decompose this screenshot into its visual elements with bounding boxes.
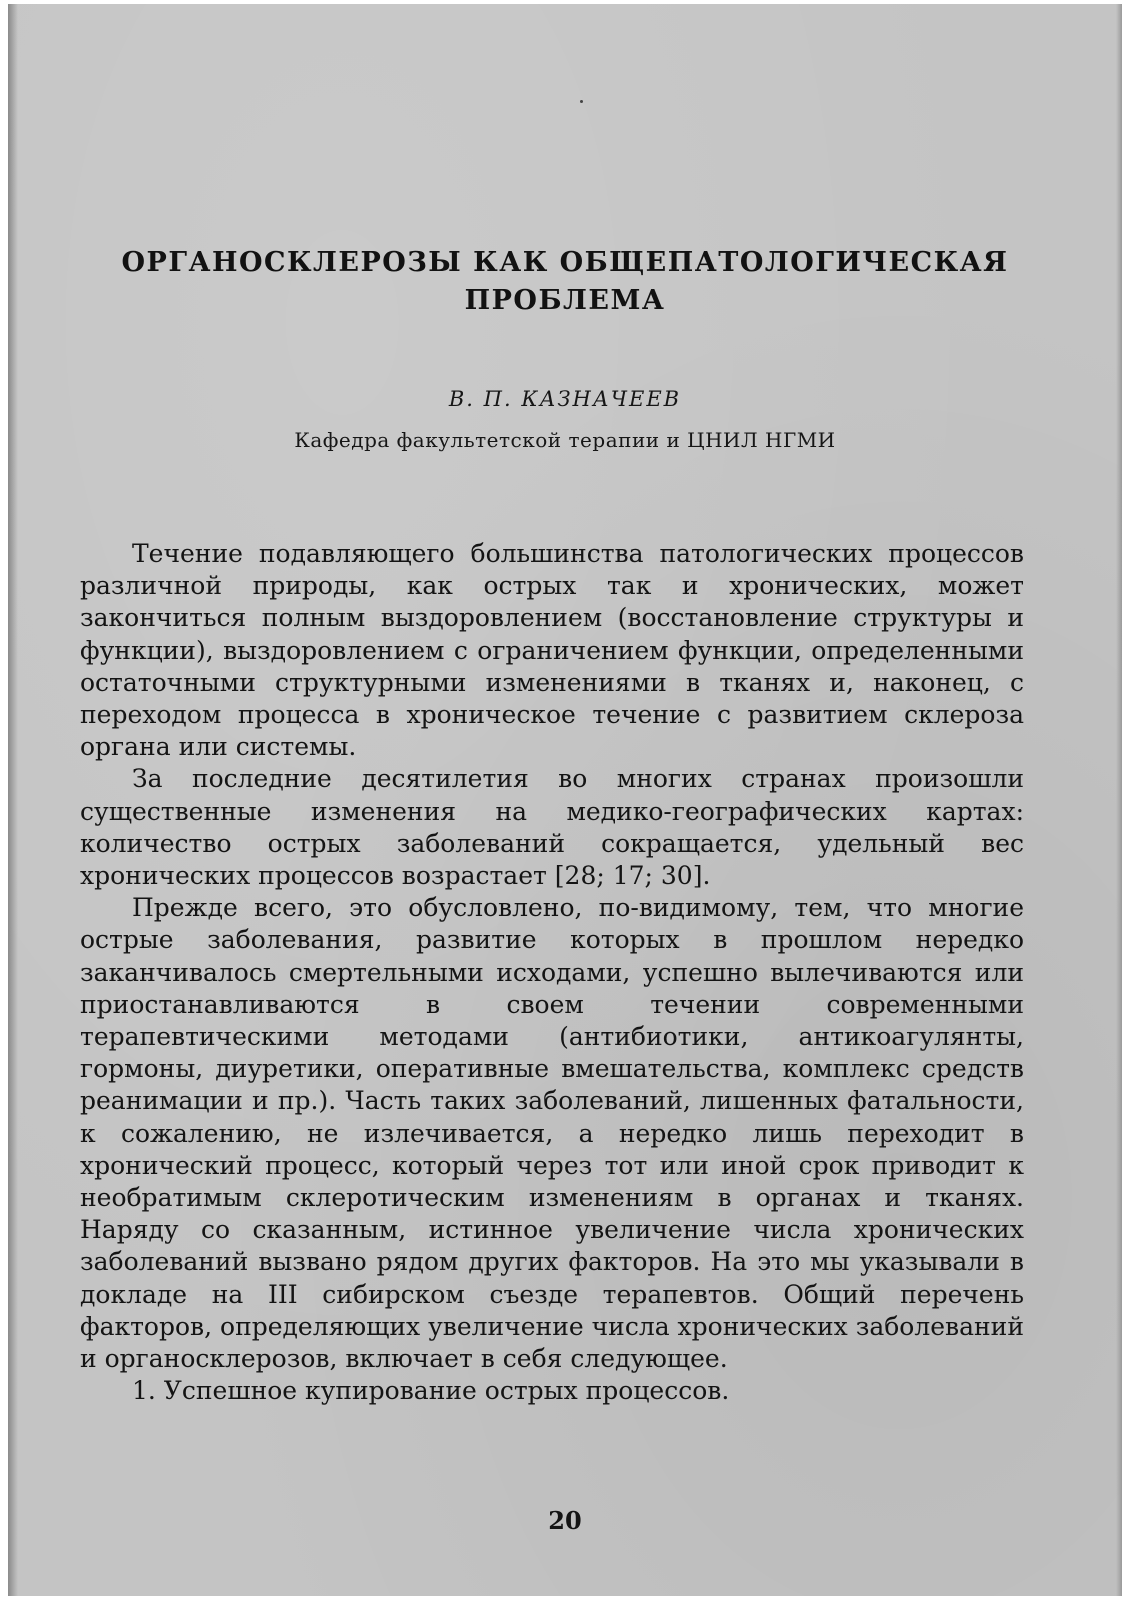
- body-paragraph: За последние десятилетия во многих странах произошли существенные изменения на медико-географических картах: количество острых заболеваний сокращается, удельный вес хронических процессов возрастает [28; 17; 30].: [80, 764, 1024, 891]
- print-speck: [580, 100, 583, 103]
- article-title-line-1: ОРГАНОСКЛЕРОЗЫ КАК ОБЩЕПАТОЛОГИЧЕСКАЯ: [121, 247, 1009, 278]
- article-body: [80, 538, 1024, 1407]
- scan-shadow-left: [8, 4, 18, 1596]
- body-paragraph: 1. Успешное купирование острых процессов.: [132, 1376, 730, 1406]
- author-name: В. П. КАЗНАЧЕЕВ: [448, 387, 682, 411]
- author-affiliation: Кафедра факультетской терапии и ЦНИЛ НГМИ: [294, 428, 836, 452]
- body-paragraph: Прежде всего, это обусловлено, по-видимому, тем, что многие острые заболевания, развитие которых в прошлом нередко заканчивалось смертельными исходами, успешно вылечиваются или приостанавливаются в своем течении современными терапевтическими методами (антибиотики, антикоагулянты, гормоны, диуретики, оперативные вмешательства, комплекс средств реанимации и пр.). Часть таких заболеваний, лишенных фатальности, к сожалению, не излечивается, а нередко лишь переходит в хронический процесс, который через тот или иной срок приводит к необратимым склеротическим изменениям в органах и тканях. Наряду со сказанным, истинное увеличение числа хронических заболеваний вызвано рядом других факторов. На это мы указывали в докладе на III сибирском съезде терапевтов. Общий перечень факторов, определяющих увеличение числа хронических заболеваний и органосклерозов, включает в себя следующее.: [80, 893, 1024, 1374]
- article-title-line-2: ПРОБЛЕМА: [464, 285, 666, 316]
- body-paragraph: Течение подавляющего большинства патологических процессов различной природы, как острых так и хронических, может закончиться полным выздоровлением (восстановление структуры и функции), выздоровлением с ограничением функции, определенными остаточными структурными изменениями в тканях и, наконец, с переходом процесса в хроническое течение с развитием склероза органа или системы.: [80, 539, 1024, 762]
- page-number: 20: [548, 1506, 582, 1535]
- scan-shadow-right: [1116, 4, 1122, 1596]
- scanned-page: [8, 4, 1122, 1596]
- article-title: [8, 244, 1122, 320]
